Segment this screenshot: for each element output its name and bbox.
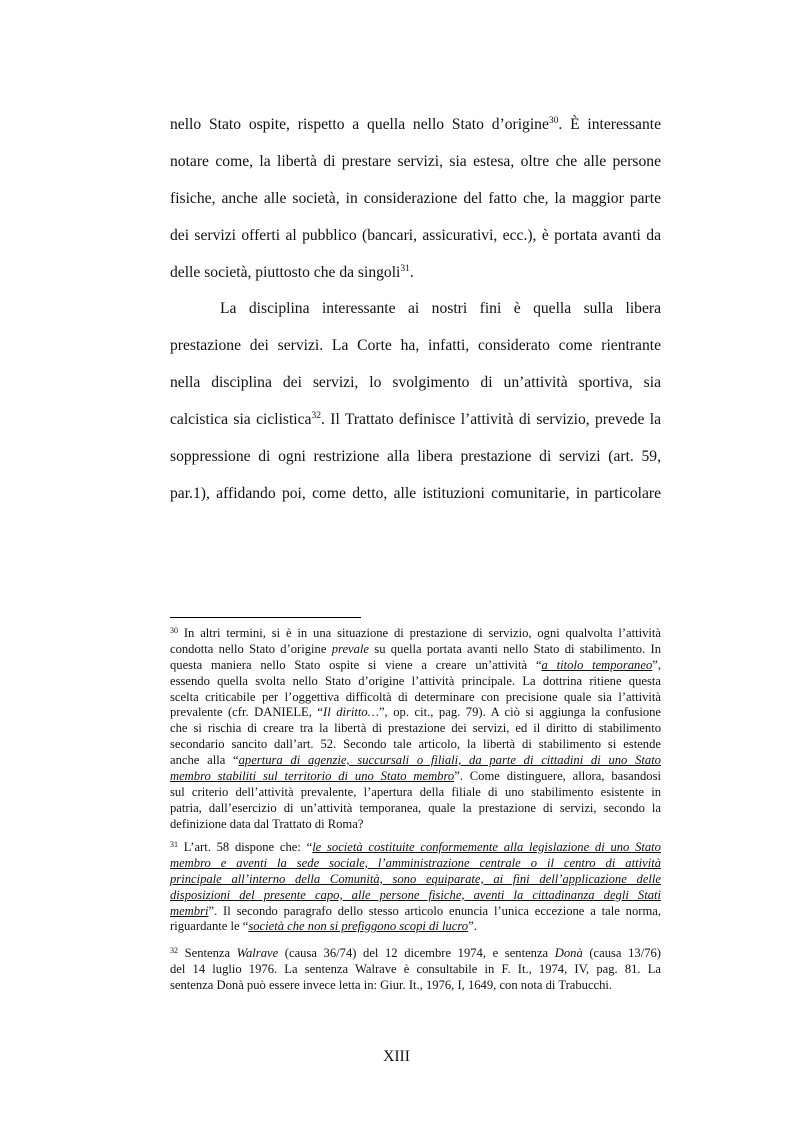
- footnote-32: $^{32}$ Sentenza Walrave (causa 36/74) del 12 dicembre 1974, e sentenza Donà (causa 13/76) del 14 luglio 1976. La sentenza Walrave è consultabile in F. It., 1974, IV, pag. 81. La sentenza Donà può essere invece letta in: Giur. It., 1976, I, 1649, con nota di Trabucchi.: [170, 946, 661, 992]
- footnote-31: $^{31}$ L’art. 58 dispone che: “le società costituite conformemente alla legislazione di uno Stato membro e aventi la sede sociale, l’amministrazione centrale o il centro di attività principale all’interno della Comunità, sono equiparate, ai fini dell’applicazione delle disposizioni del presente capo, alle persone fisiche, aventi la cittadinanza degli Stati membri”. Il secondo paragrafo dello stesso articolo enuncia l’unica eccezione a tale norma, riguardante le “società che non si prefiggono scopi di lucro”.: [170, 840, 661, 934]
- text-line: delle società, piuttosto che da singoli$^{31}$.: [170, 264, 414, 281]
- text-line: notare come, la libertà di prestare servizi, sia estesa, oltre che alle persone: [170, 153, 661, 170]
- text-line: nello Stato ospite, rispetto a quella nello Stato d’origine$^{30}$. È interessante: [170, 116, 661, 133]
- footnote-30: $^{30}$ In altri termini, si è in una situazione di prestazione di servizio, ogni qualvolta l’attività condotta nello Stato d’origine prevale su quella portata avanti nello Stato di stabilimento. In questa maniera nello Stato ospite si viene a creare un’attività “a titolo temporaneo”, essendo quella svolta nello Stato d’origine l’attività principale. La dottrina ritiene questa scelta criticabile per l’oggettiva difficoltà di determinare con precisione quale sia l’attività prevalente (cfr. DANIELE, “Il diritto…”, op. cit., pag. 79). A ciò si aggiunga la confusione che si rischia di creare tra la libertà di prestazione dei servizi, ed il diritto di stabilimento secondario sancito dall’art. 52. Secondo tale articolo, la libertà di stabilimento si estende anche alla “apertura di agenzie, succursali o filiali, da parte di cittadini di uno Stato membro stabiliti sul territorio di uno Stato membro”. Come distinguere, allora, basandosi sul criterio dell’attività prevalente, l’apertura della filiale di uno stabilimento esistente in patria, dall’esercizio di un’attività temporanea, quale la prestazione di servizi, secondo la definizione data dal Trattato di Roma?: [170, 626, 662, 831]
- text-line: par.1), affidando poi, come detto, alle istituzioni comunitarie, in particolare: [170, 485, 661, 502]
- footnote-number: 31: [170, 840, 178, 849]
- footnote-ref: 32: [311, 411, 321, 421]
- text-line: nella disciplina dei servizi, lo svolgimento di un’attività sportiva, sia: [170, 374, 661, 391]
- text-line: prestazione dei servizi. La Corte ha, infatti, considerato come rientrante: [170, 337, 661, 354]
- footnote-number: 32: [170, 946, 178, 955]
- text-line: dei servizi offerti al pubblico (bancari, assicurativi, ecc.), è portata avanti da: [170, 227, 661, 244]
- text-line: La disciplina interessante ai nostri fini è quella sulla libera: [220, 300, 661, 317]
- text-line: fisiche, anche alle società, in considerazione del fatto che, la maggior parte: [170, 190, 661, 207]
- text-line: calcistica sia ciclistica$^{32}$. Il Trattato definisce l’attività di servizio, prevede la: [170, 411, 661, 428]
- footnote-number: 30: [170, 626, 178, 635]
- footnote-ref: 31: [400, 264, 410, 274]
- footnote-ref: 30: [548, 116, 559, 126]
- footnote-separator: [170, 617, 361, 618]
- page-number: XIII: [383, 1048, 410, 1065]
- text-line: soppressione di ogni restrizione alla libera prestazione di servizi (art. 59,: [170, 448, 661, 465]
